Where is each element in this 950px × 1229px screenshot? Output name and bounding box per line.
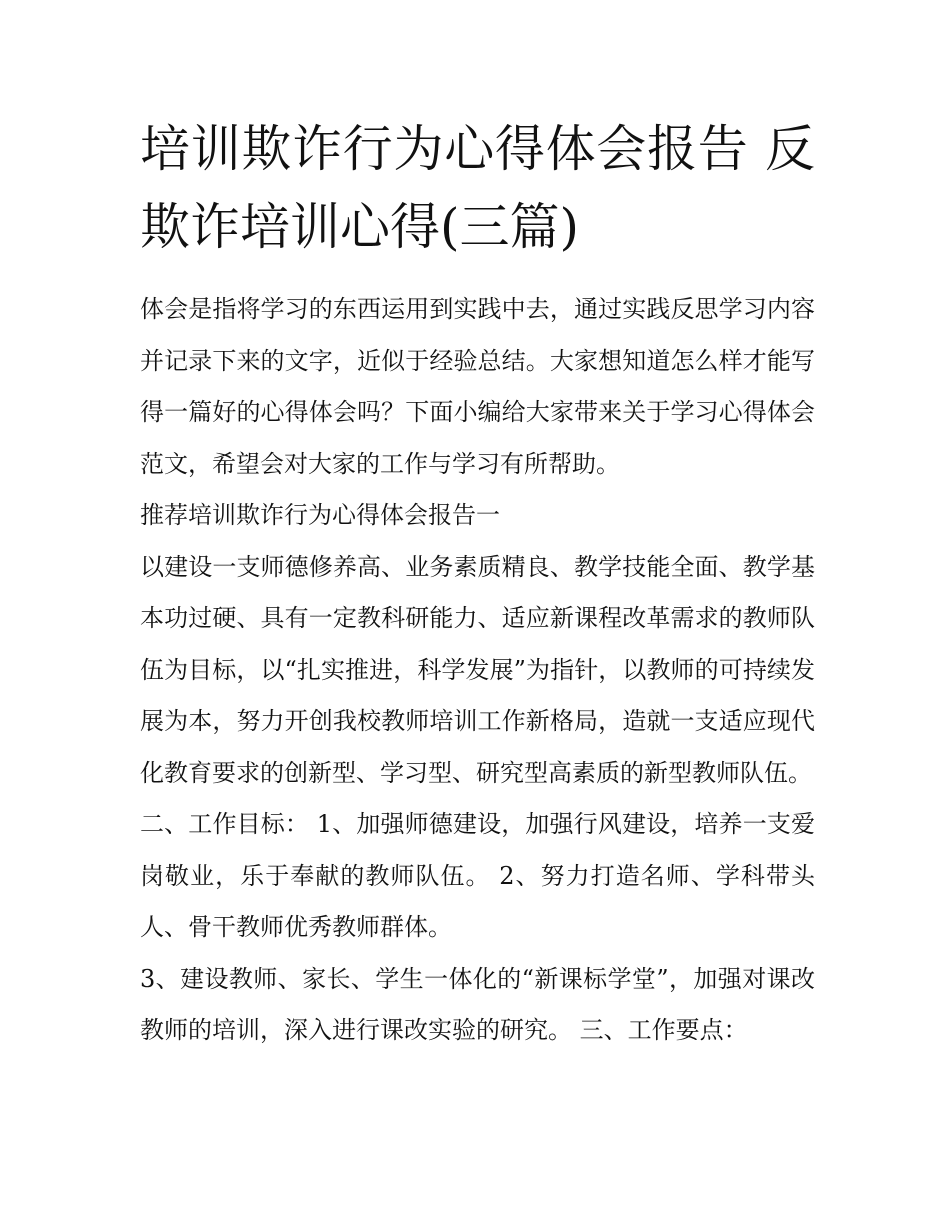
document-title: 培训欺诈行为心得体会报告 反欺诈培训心得(三篇) (140, 120, 815, 256)
section-heading: 推荐培训欺诈行为心得体会报告一 (140, 501, 500, 529)
body-paragraph: 以建设一支师德修养高、业务素质精良、教学技能全面、教学基本功过硬、具有一定教科研能力、适应新课程改革需求的教师队伍为目标，以“扎实推进，科学发展”为指针，以教师的可持续发展为本，努力开创我校教师培训工作新格局，造就一支适应现代化教育要求的创新型、学习型、研究型高素质的新型教师队伍。 (140, 552, 815, 787)
intro-paragraph: 体会是指将学习的东西运用到实践中去，通过实践反思学习内容并记录下来的文字，近似于经验总结。大家想知道怎么样才能写得一篇好的心得体会吗？下面小编给大家带来关于学习心得体会范文，希望会对大家的工作与学习有所帮助。 (140, 295, 815, 478)
body-paragraph: 二、工作目标： 1、加强师德建设，加强行风建设，培养一支爱岗敬业，乐于奉献的教师队伍。 2、努力打造名师、学科带头人、骨干教师优秀教师群体。 (140, 810, 815, 941)
document-body (140, 284, 815, 1057)
document-page (140, 110, 815, 1057)
body-paragraph: 3、建设教师、家长、学生一体化的“新课标学堂”，加强对课改教师的培训，深入进行课改实验的研究。 三、工作要点： (140, 964, 815, 1044)
